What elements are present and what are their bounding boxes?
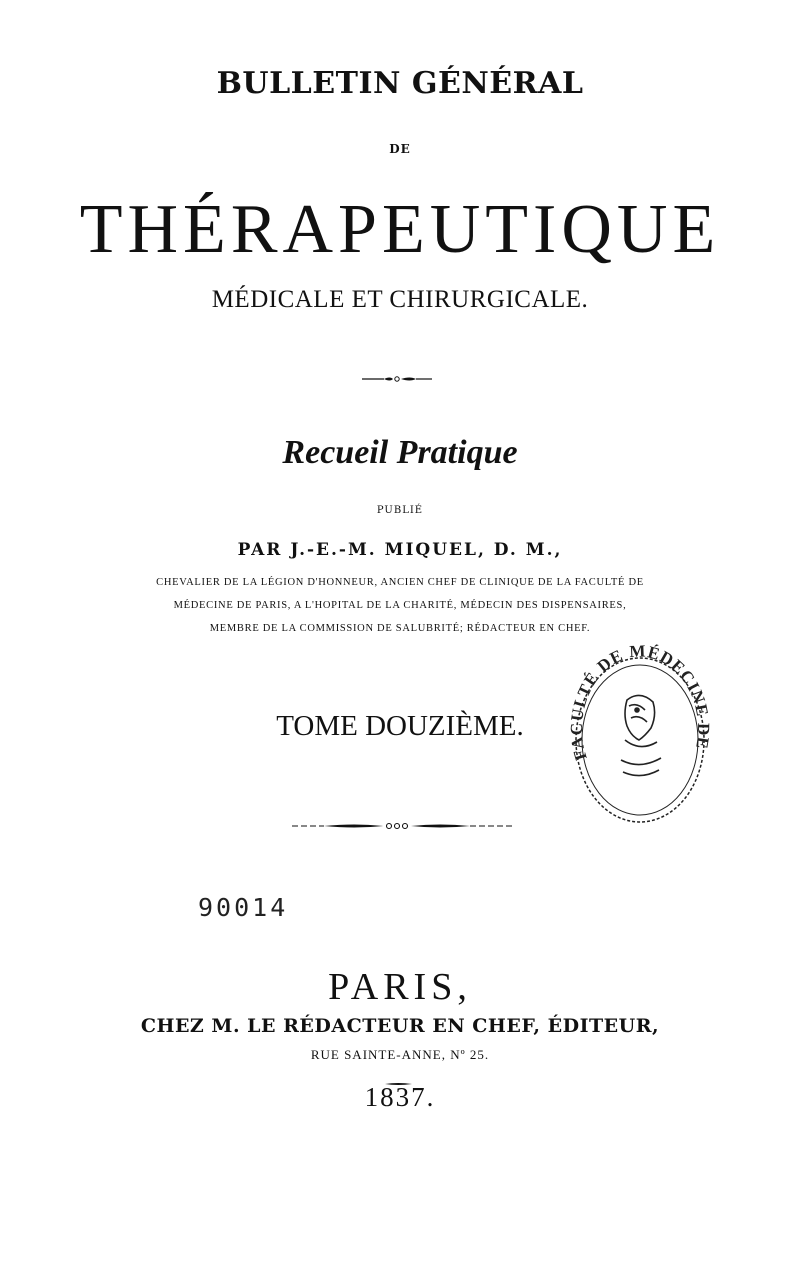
ornament-rule-2 (0, 818, 800, 832)
credentials-line-1: CHEVALIER DE LA LÉGION D'HONNEUR, ANCIEN CHEF DE CLINIQUE DE LA FACULTÉ DE (156, 577, 644, 588)
volume-title: TOME DOUZIÈME. (276, 710, 524, 742)
author-line: PAR J.-E.-M. MIQUEL, D. M., (237, 540, 563, 560)
catalog-number: 90014 (198, 893, 289, 922)
imprint-publisher: CHEZ M. LE RÉDACTEUR EN CHEF, ÉDITEUR, (140, 1015, 660, 1037)
ornament-rule-1 (0, 370, 800, 382)
imprint-year: 1837. (364, 1082, 436, 1112)
imprint-city: PARIS, (328, 966, 472, 1008)
svg-text:FACULTÉ DE MÉDECINE DE PARIS (565, 640, 713, 762)
credentials-line-3: MEMBRE DE LA COMMISSION DE SALUBRITÉ; RÉDACTEUR EN CHEF. (209, 623, 591, 634)
library-stamp (565, 640, 715, 830)
credentials-line-2: MÉDECINE DE PARIS, A L'HOPITAL DE LA CHARITÉ, MÉDECIN DES DISPENSAIRES, (173, 600, 627, 611)
heading-de: DE (389, 142, 411, 156)
heading-therapeutique: THÉRAPEUTIQUE (79, 191, 721, 268)
ornament-rule-3 (0, 1072, 800, 1078)
heading-bulletin: BULLETIN GÉNÉRAL (216, 66, 584, 101)
publie-label: PUBLIÉ (376, 505, 424, 516)
imprint-address: RUE SAINTE-ANNE, Nº 25. (310, 1047, 490, 1062)
heading-subtitle: MÉDICALE ET CHIRURGICALE. (211, 286, 589, 313)
stamp-text: FACULTÉ DE MÉDECINE DE (566, 641, 714, 763)
collection-title: Recueil Pratique (282, 434, 518, 471)
stamp-emblem-icon (621, 695, 661, 775)
